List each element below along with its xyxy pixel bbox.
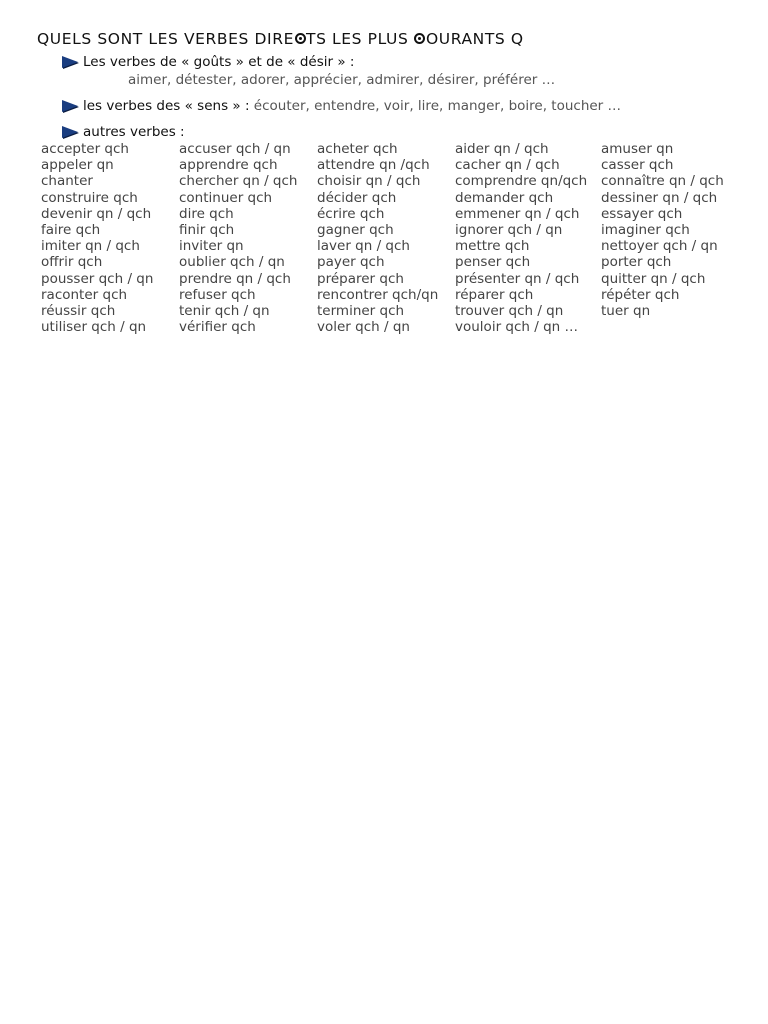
verb-item: connaître qn / qch — [601, 173, 724, 190]
verb-item: emmener qn / qch — [455, 205, 580, 222]
section-gouts-examples: aimer, détester, adorer, apprécier, admirer, désirer, préférer … — [128, 72, 556, 88]
section-sens-label: les verbes des « sens » : — [83, 98, 254, 114]
verb-item: vouloir qch / qn … — [455, 319, 579, 336]
verb-item: choisir qn / qch — [317, 173, 421, 190]
section-gouts-heading — [62, 54, 354, 70]
title-part-3: OURANTS Q — [425, 30, 524, 48]
section-autres-label: autres verbes : — [83, 124, 185, 140]
verb-column-5 — [601, 141, 724, 319]
verb-item: imiter qn / qch — [41, 238, 140, 255]
verb-item: chercher qn / qch — [179, 173, 298, 190]
verb-item: écrire qch — [317, 205, 385, 222]
verb-item: tuer qn — [601, 302, 651, 319]
verb-column-3 — [317, 141, 438, 335]
verb-item: décider qch — [317, 189, 397, 206]
title-part-1: QUELS SONT LES VERBES DIRE — [37, 30, 294, 48]
verb-item: pousser qch / qn — [41, 270, 154, 287]
verb-item: imaginer qch — [601, 221, 690, 238]
section-autres-heading — [62, 124, 185, 140]
verb-item: essayer qch — [601, 205, 683, 222]
verb-item: présenter qn / qch — [455, 270, 580, 287]
verb-item: réparer qch — [455, 286, 534, 303]
verb-item: porter qch — [601, 254, 672, 271]
verb-item: trouver qch / qn — [455, 302, 564, 319]
verb-item: chanter — [41, 173, 93, 190]
verb-item: laver qn / qch — [317, 238, 410, 255]
verb-item: accuser qch / qn — [179, 141, 291, 157]
verb-item: payer qch — [317, 254, 385, 271]
verb-item: penser qch — [455, 254, 531, 271]
circle-glyph-icon — [414, 33, 425, 44]
verb-item: accepter qch — [41, 141, 129, 157]
page-title — [37, 30, 524, 48]
verb-item: amuser qn — [601, 141, 674, 157]
verb-column-2 — [179, 141, 297, 335]
verb-item: aider qn / qch — [455, 141, 549, 157]
verb-item: tenir qch / qn — [179, 302, 270, 319]
verb-item: casser qch — [601, 157, 674, 174]
verb-item: dire qch — [179, 205, 234, 222]
arrow-bullet-icon — [62, 126, 78, 138]
section-sens-heading — [62, 98, 621, 114]
verb-item: acheter qch — [317, 141, 398, 157]
arrow-bullet-icon — [62, 56, 78, 68]
circle-glyph-icon — [295, 33, 306, 44]
verb-item: offrir qch — [41, 254, 103, 271]
verb-column-1 — [41, 141, 153, 335]
section-sens-examples: écouter, entendre, voir, lire, manger, boire, toucher … — [253, 98, 622, 114]
verb-item: mettre qch — [455, 238, 530, 255]
verb-item: nettoyer qch / qn — [601, 238, 718, 255]
verb-item: réussir qch — [41, 302, 116, 319]
verb-item: continuer qch — [179, 189, 273, 206]
verb-item: ignorer qch / qn — [455, 221, 563, 238]
verb-item: finir qch — [179, 221, 235, 238]
verb-item: rencontrer qch/qn — [317, 286, 439, 303]
verb-item: devenir qn / qch — [41, 205, 152, 222]
verb-item: faire qch — [41, 221, 101, 238]
arrow-bullet-icon — [62, 100, 78, 112]
verb-item: attendre qn /qch — [317, 157, 430, 174]
verb-item: raconter qch — [41, 286, 128, 303]
verb-item: comprendre qn/qch — [455, 173, 588, 190]
verb-item: demander qch — [455, 189, 554, 206]
verb-item: terminer qch — [317, 302, 405, 319]
verb-item: apprendre qch — [179, 157, 278, 174]
verb-item: refuser qch — [179, 286, 256, 303]
verb-item: vérifier qch — [179, 319, 256, 336]
verb-item: oublier qch / qn — [179, 254, 285, 271]
verb-item: voler qch / qn — [317, 319, 410, 336]
verb-item: inviter qn — [179, 238, 244, 255]
title-part-2: TS LES PLUS — [306, 30, 414, 48]
verb-item: dessiner qn / qch — [601, 189, 718, 206]
verb-item: appeler qn — [41, 157, 114, 174]
verb-item: prendre qn / qch — [179, 270, 291, 287]
verb-item: quitter qn / qch — [601, 270, 706, 287]
verb-item: préparer qch — [317, 270, 404, 287]
verb-item: construire qch — [41, 189, 138, 206]
verb-item: gagner qch — [317, 221, 394, 238]
verb-item: utiliser qch / qn — [41, 319, 147, 336]
verb-column-4 — [455, 141, 587, 335]
verb-item: cacher qn / qch — [455, 157, 560, 174]
section-gouts-label: Les verbes de « goûts » et de « désir » : — [83, 54, 355, 70]
verb-item: répéter qch — [601, 286, 680, 303]
